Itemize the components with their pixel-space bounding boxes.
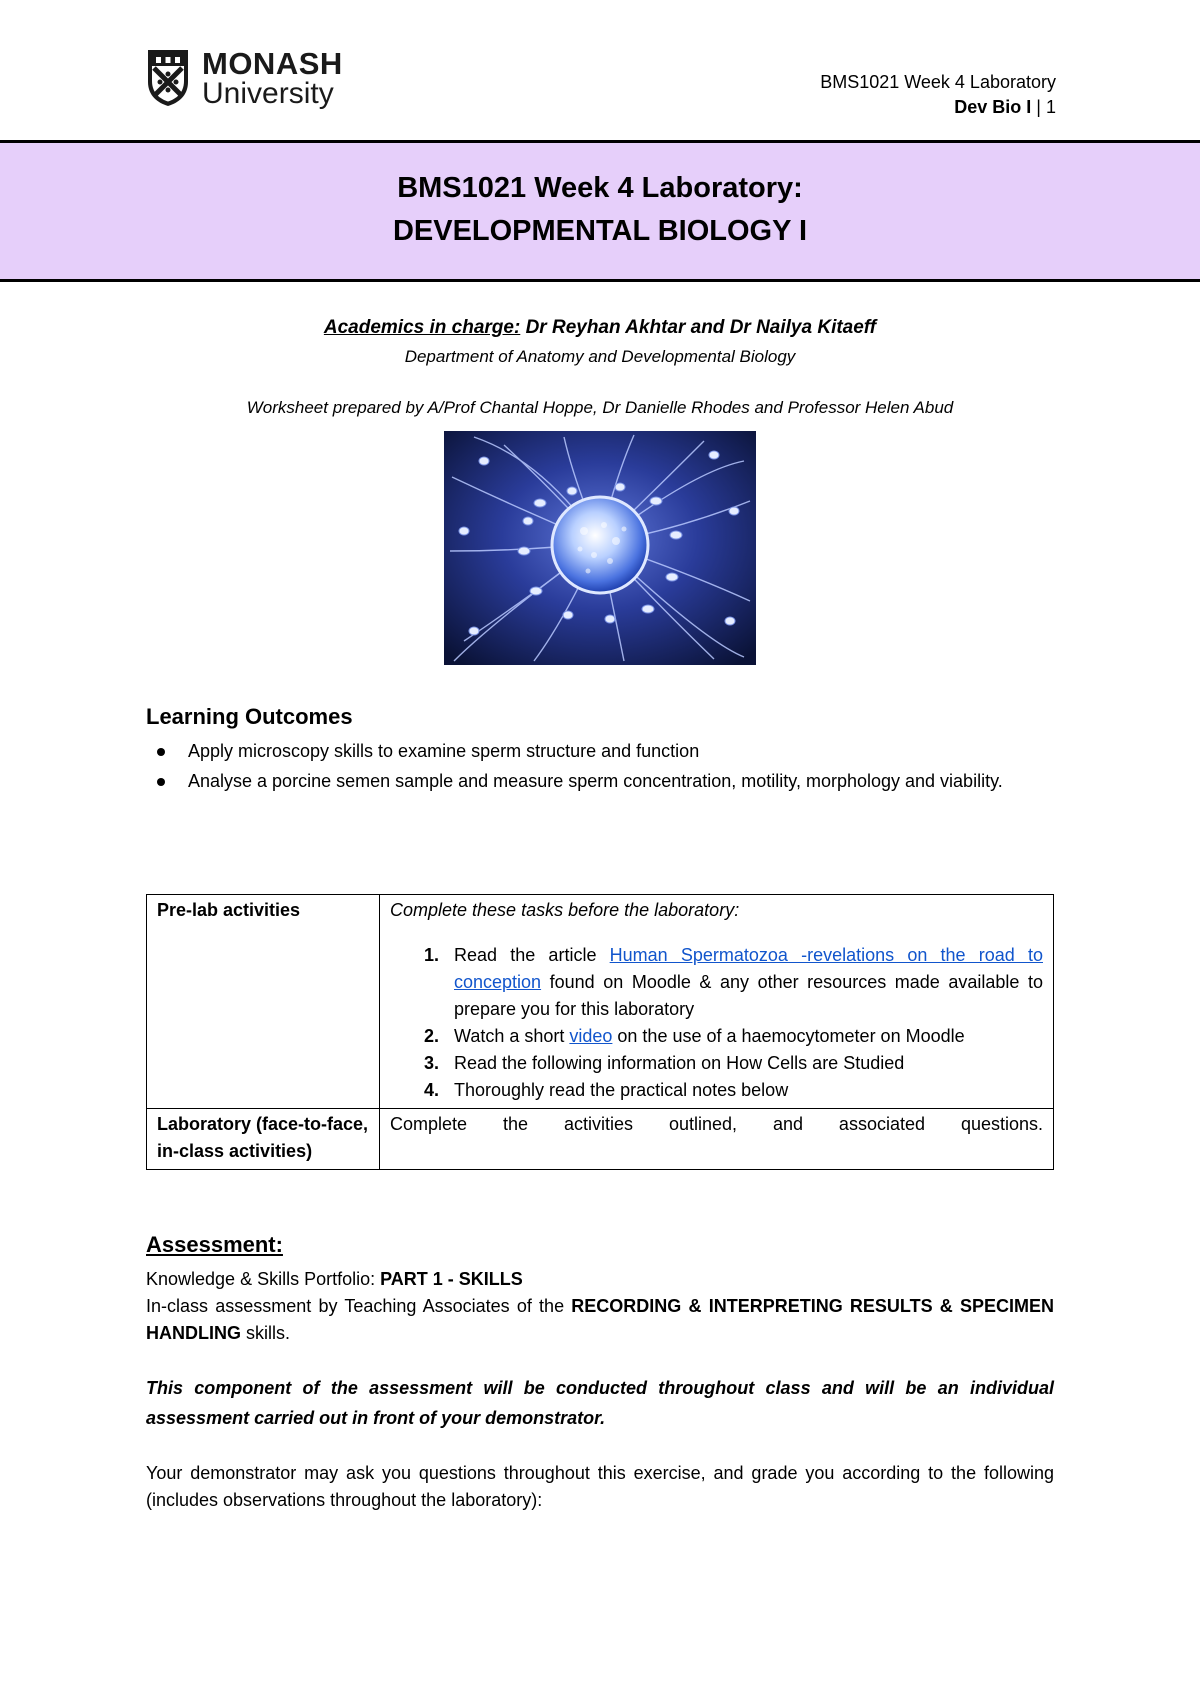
running-header-separator: |: [1031, 97, 1046, 117]
monash-logo: [146, 48, 361, 110]
task-text: found on Moodle & any other resources made available to prepare you for this laboratory: [454, 972, 1043, 1019]
running-header: [820, 70, 1056, 120]
table-row: [147, 895, 1054, 1109]
task-text: on the use of a haemocytometer on Moodle: [612, 1026, 965, 1046]
bullet-icon: [157, 778, 165, 786]
assessment-text: skills.: [241, 1323, 290, 1343]
document-title-line1: BMS1021 Week 4 Laboratory:: [397, 172, 803, 204]
assessment-individual-note: This component of the assessment will be conducted throughout class and will be an individual assessment carried out in front of your demonstrator.: [146, 1378, 1054, 1428]
assessment-text: In-class assessment by Teaching Associates of the: [146, 1296, 572, 1316]
academics-names: Dr Reyhan Akhtar and Dr Nailya Kitaeff: [520, 317, 877, 338]
list-item: 4. Thoroughly read the practical notes below: [444, 1077, 1043, 1104]
prelab-content: [380, 895, 1054, 1109]
logo-wordmark-monash: MONASH: [202, 46, 343, 81]
learning-outcomes-heading: Learning Outcomes: [146, 704, 353, 729]
laboratory-content-text: Complete the activities outlined, and associated questions.: [390, 1114, 1043, 1134]
list-item: [444, 1023, 1043, 1050]
list-item: [146, 736, 1054, 766]
activities-table: [146, 894, 1054, 1170]
assessment-text: Knowledge & Skills Portfolio:: [146, 1269, 381, 1289]
article-link[interactable]: Human Spermatozoa -revelations on the road to conception: [454, 945, 1043, 992]
learning-outcomes-list: [146, 736, 1054, 796]
list-item: [146, 766, 1054, 796]
table-row: [147, 1109, 1054, 1170]
page-number: 1: [1045, 97, 1056, 117]
task-text: Watch a short: [454, 1026, 570, 1046]
prelab-intro: Complete these tasks before the laboratory:: [390, 900, 740, 920]
assessment-part-label: PART 1 - SKILLS: [380, 1269, 523, 1289]
document-title-line2: DEVELOPMENTAL BIOLOGY I: [392, 215, 808, 247]
sperm-egg-illustration: [444, 431, 756, 665]
prelab-task-list: [390, 942, 1043, 1104]
running-header-course: BMS1021 Week 4 Laboratory: [820, 72, 1056, 92]
assessment-inclass-paragraph: [146, 1293, 1054, 1347]
assessment-heading: Assessment:: [146, 1232, 283, 1257]
department-line: Department of Anatomy and Developmental Biology: [404, 347, 796, 366]
list-item: 3. Read the following information on How Cells are Studied: [444, 1050, 1043, 1077]
learning-outcome-text: Apply microscopy skills to examine sperm structure and function: [188, 741, 700, 761]
monash-crest-icon: [146, 48, 190, 108]
task-text: Read the article: [454, 945, 610, 965]
title-band: [0, 140, 1200, 282]
assessment-demonstrator-paragraph: Your demonstrator may ask you questions throughout this exercise, and grade you according to the following (includes observations throughout the laboratory):: [146, 1463, 1054, 1510]
bullet-icon: [157, 748, 165, 756]
list-item: [444, 942, 1043, 1023]
assessment-portfolio-line: [146, 1266, 1054, 1293]
academics-label: Academics in charge:: [323, 317, 521, 338]
running-header-page: [820, 95, 1056, 120]
prepared-by-line: Worksheet prepared by A/Prof Chantal Hoppe, Dr Danielle Rhodes and Professor Helen Abud: [246, 398, 954, 417]
assessment-skills-label: RECORDING & INTERPRETING RESULTS & SPECIMEN HANDLING: [146, 1296, 1054, 1343]
logo-wordmark-university: University: [202, 77, 334, 110]
academics-in-charge: [146, 317, 1054, 339]
running-header-unit: Dev Bio I: [954, 97, 1032, 117]
video-link[interactable]: video: [569, 1026, 613, 1046]
learning-outcome-text: Analyse a porcine semen sample and measure sperm concentration, motility, morphology and viability.: [188, 771, 1003, 791]
laboratory-label: Laboratory (face-to-face, in-class activities): [147, 1109, 380, 1170]
laboratory-content: [380, 1109, 1054, 1170]
prelab-label: Pre-lab activities: [147, 895, 380, 1109]
